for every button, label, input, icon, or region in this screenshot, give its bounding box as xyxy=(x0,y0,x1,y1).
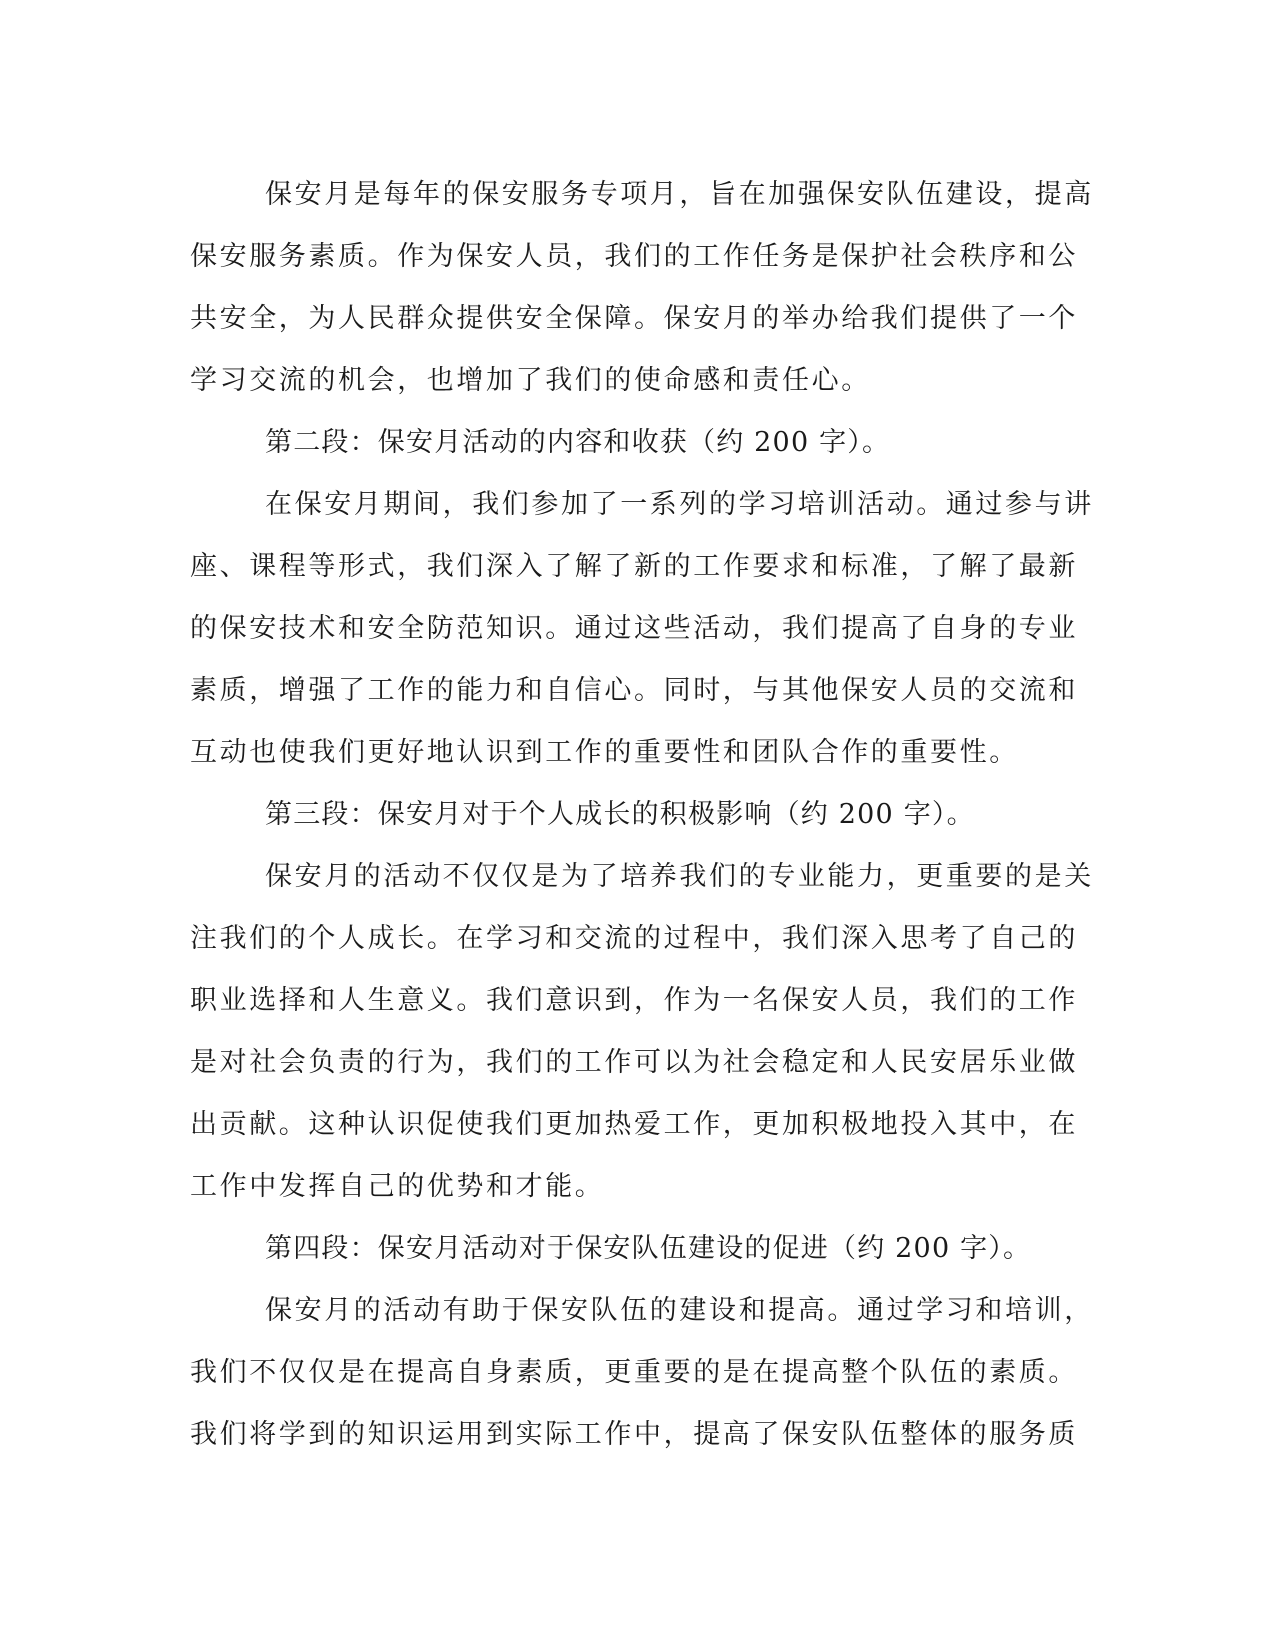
text-line: 的保安技术和安全防范知识。通过这些活动，我们提高了自身的专业 xyxy=(190,613,1078,644)
text-line: 在保安月期间，我们参加了一系列的学习培训活动。通过参与讲 xyxy=(265,489,1094,520)
heading-line: 第三段：保安月对于个人成长的积极影响（约 200 字）。 xyxy=(265,799,975,830)
paragraph-intro xyxy=(190,164,1094,412)
document-body xyxy=(190,164,1094,1466)
text-line: 职业选择和人生意义。我们意识到，作为一名保安人员，我们的工作 xyxy=(190,985,1078,1016)
text-line: 我们不仅仅是在提高自身素质，更重要的是在提高整个队伍的素质。 xyxy=(190,1357,1078,1388)
heading-line: 第二段：保安月活动的内容和收获（约 200 字）。 xyxy=(265,427,891,458)
heading-line: 第四段：保安月活动对于保安队伍建设的促进（约 200 字）。 xyxy=(265,1233,1032,1264)
section-heading-4 xyxy=(190,1218,1090,1280)
paragraph-section-2 xyxy=(190,474,1094,784)
text-line: 保安月是每年的保安服务专项月，旨在加强保安队伍建设，提高 xyxy=(265,179,1094,210)
text-line: 注我们的个人成长。在学习和交流的过程中，我们深入思考了自己的 xyxy=(190,923,1078,954)
text-line: 保安月的活动不仅仅是为了培养我们的专业能力，更重要的是关 xyxy=(265,861,1094,892)
text-line: 出贡献。这种认识促使我们更加热爱工作，更加积极地投入其中，在 xyxy=(190,1109,1078,1140)
text-line: 保安服务素质。作为保安人员，我们的工作任务是保护社会秩序和公 xyxy=(190,241,1078,272)
text-line: 素质，增强了工作的能力和自信心。同时，与其他保安人员的交流和 xyxy=(190,675,1078,706)
text-line: 互动也使我们更好地认识到工作的重要性和团队合作的重要性。 xyxy=(190,737,1019,768)
text-line: 学习交流的机会，也增加了我们的使命感和责任心。 xyxy=(190,365,871,396)
text-line: 工作中发挥自己的优势和才能。 xyxy=(190,1171,605,1202)
text-line: 共安全，为人民群众提供安全保障。保安月的举办给我们提供了一个 xyxy=(190,303,1078,334)
paragraph-section-3 xyxy=(190,846,1094,1218)
text-line: 保安月的活动有助于保安队伍的建设和提高。通过学习和培训， xyxy=(265,1295,1094,1326)
paragraph-section-4 xyxy=(190,1280,1094,1466)
text-line: 我们将学到的知识运用到实际工作中，提高了保安队伍整体的服务质 xyxy=(190,1419,1078,1450)
section-heading-3 xyxy=(190,784,1090,846)
section-heading-2 xyxy=(190,412,1090,474)
text-line: 座、课程等形式，我们深入了解了新的工作要求和标准，了解了最新 xyxy=(190,551,1078,582)
text-line: 是对社会负责的行为，我们的工作可以为社会稳定和人民安居乐业做 xyxy=(190,1047,1078,1078)
